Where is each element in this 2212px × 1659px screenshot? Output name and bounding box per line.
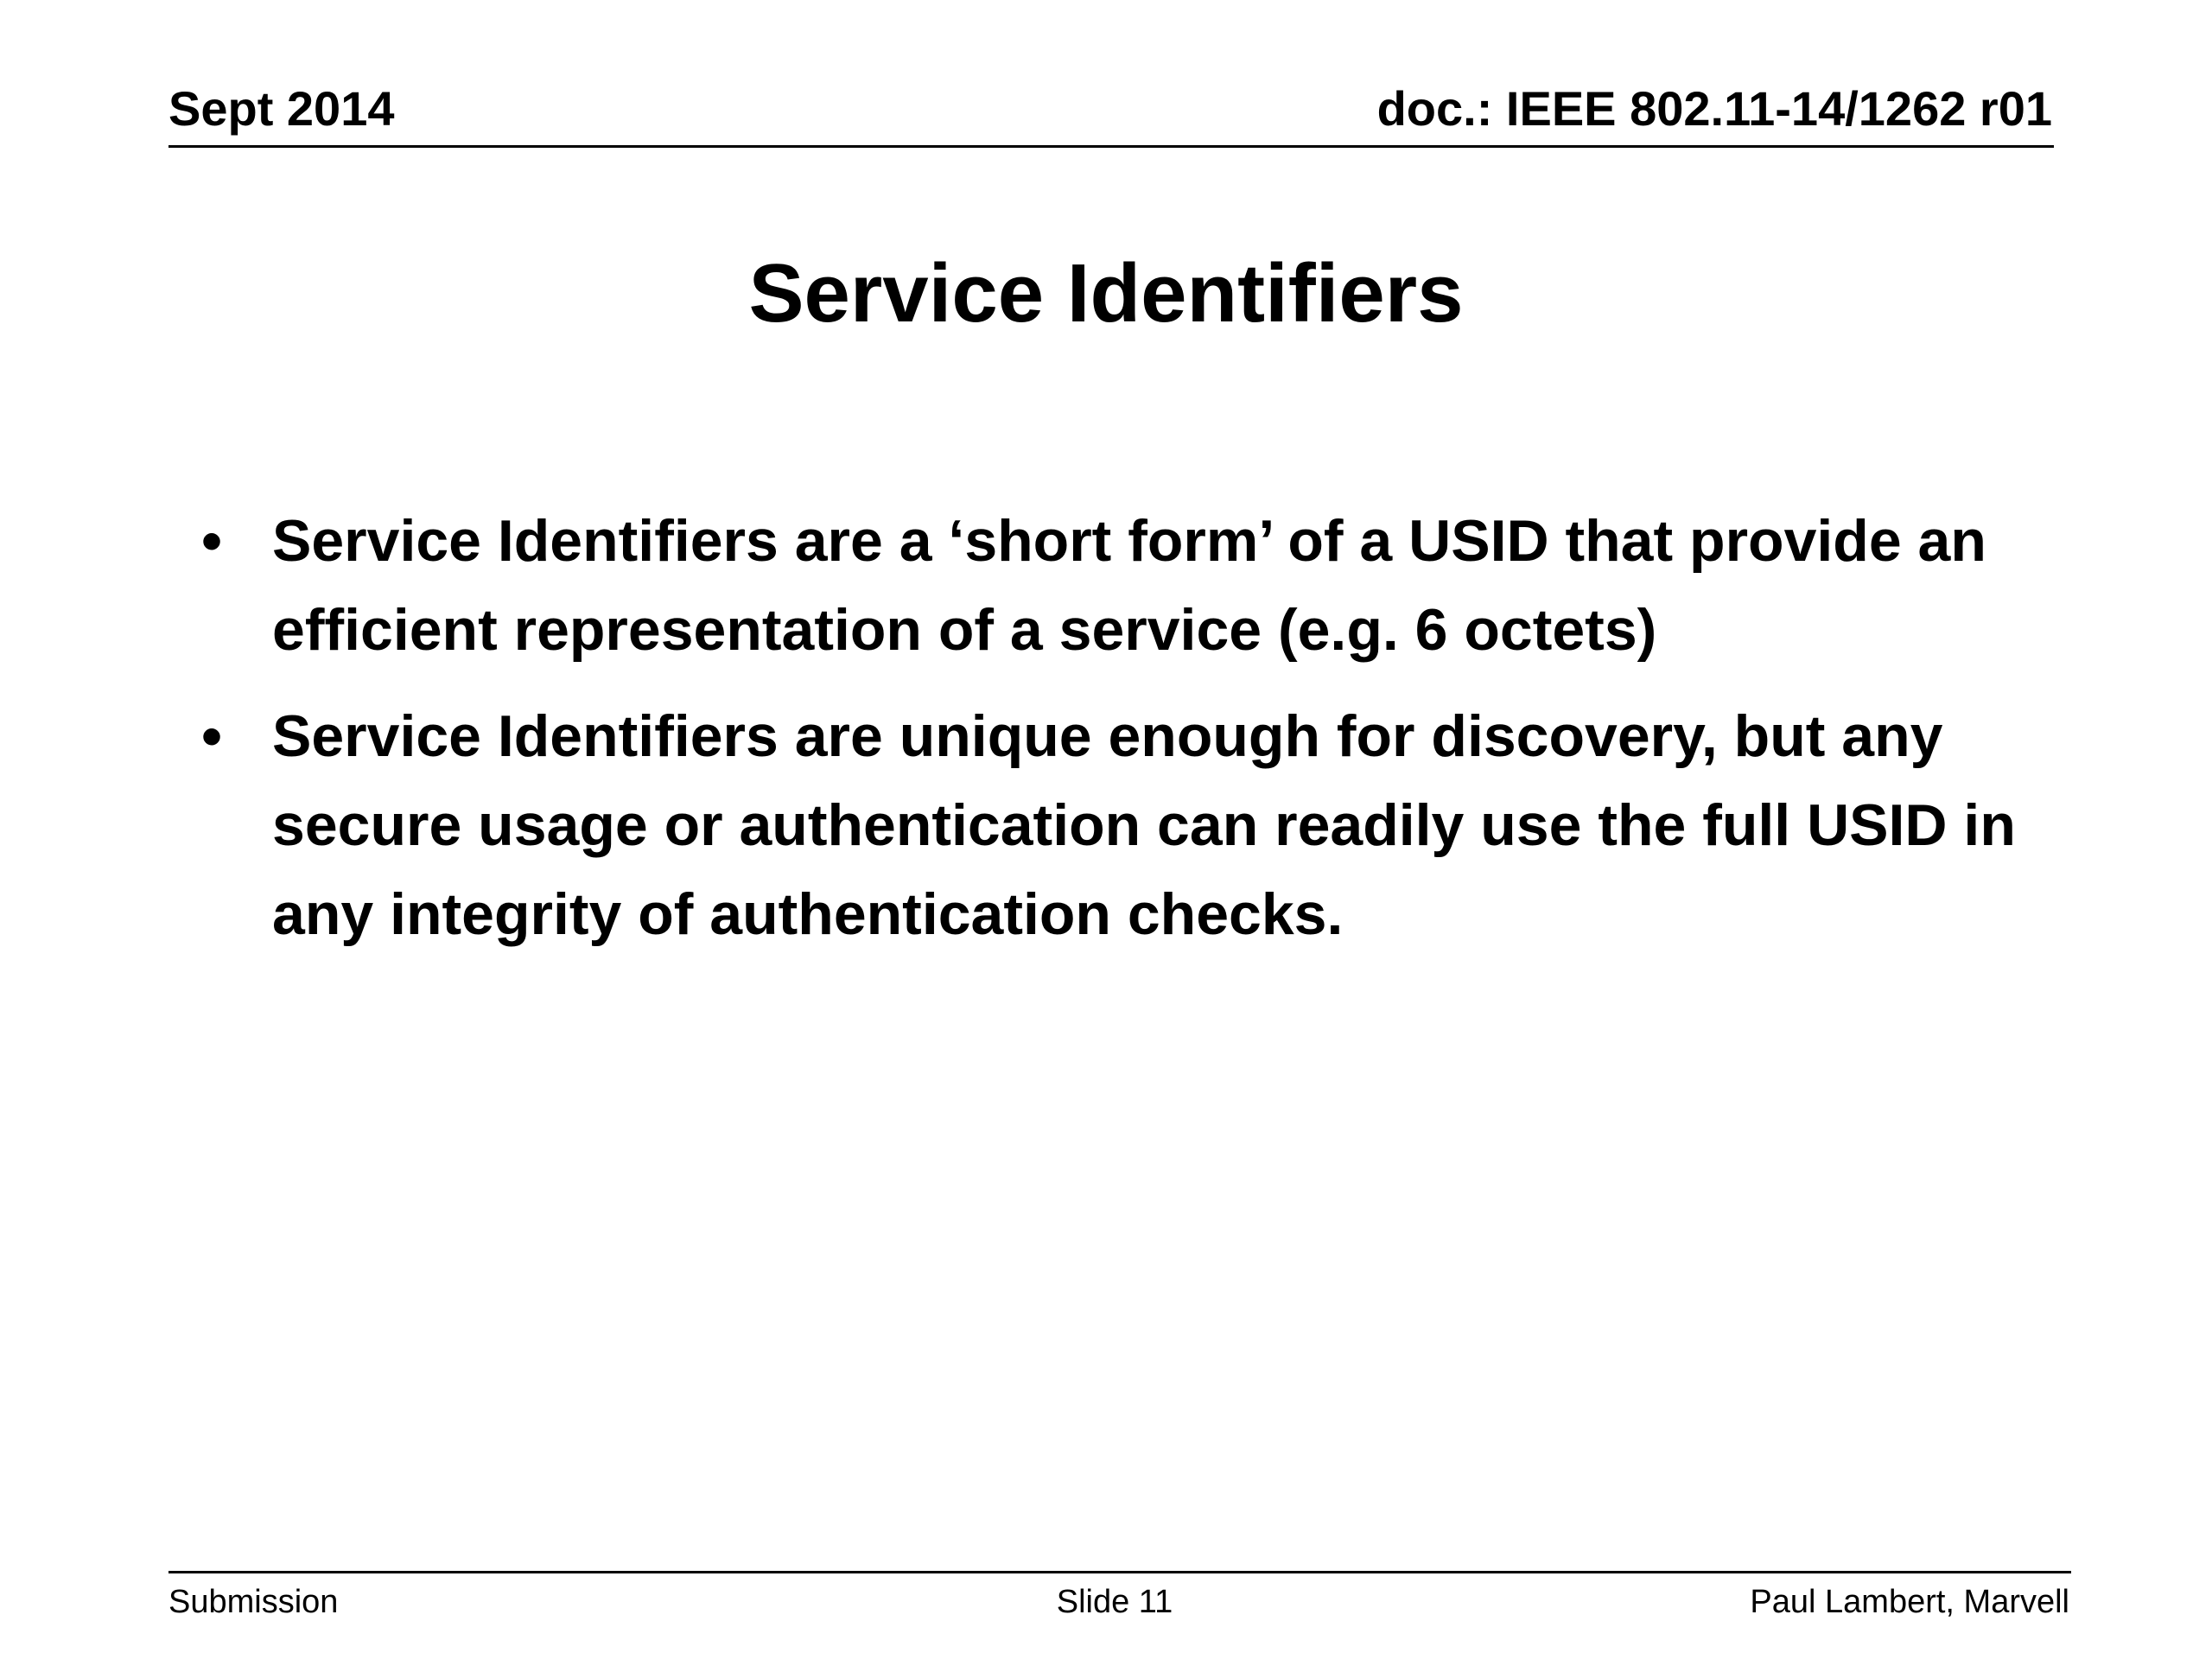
header-doc-id: doc.: IEEE 802.11-14/1262 r01 [1376,81,2052,136]
footer-slide-number: Slide 11 [1056,1584,1173,1620]
bullet-item-2 [194,692,2026,959]
bullet-text-1: Service Identifiers are a ‘short form’ of a USID that provide an efficient representation of a service (e.g. 6 octets) [272,508,1986,663]
bullet-list [194,497,2026,976]
footer-submission: Submission [168,1584,339,1620]
header-divider [168,145,2054,148]
bullet-item-1 [194,497,2026,675]
bullet-marker: • [201,703,222,769]
slide-title: Service Identifiers [748,247,1464,340]
footer-divider [168,1571,2071,1573]
bullet-marker: • [201,508,222,574]
header-date: Sept 2014 [168,81,395,136]
footer-author: Paul Lambert, Marvell [1750,1584,2069,1620]
bullet-text-2: Service Identifiers are unique enough for discovery, but any secure usage or authentication can readily use the full USID in any integrity of authentication checks. [272,703,2016,947]
